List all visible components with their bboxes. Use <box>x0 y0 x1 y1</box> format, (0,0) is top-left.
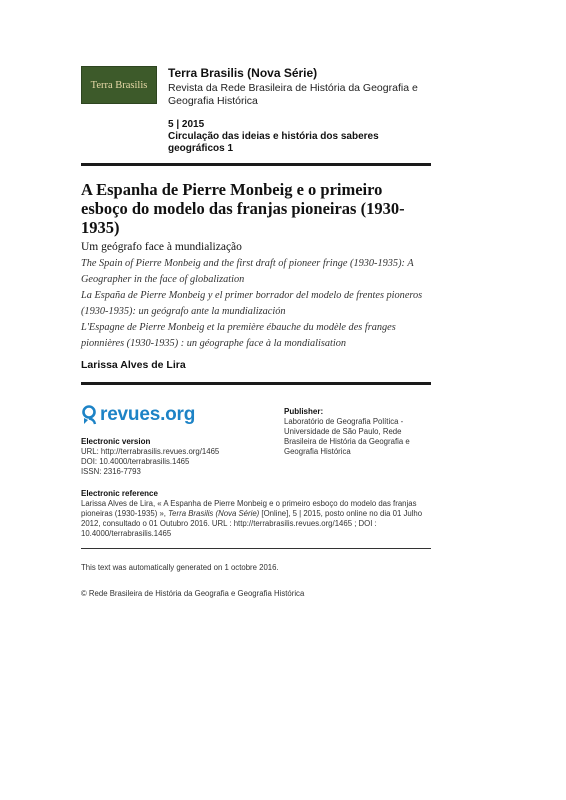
electronic-reference-label: Electronic reference <box>81 489 158 498</box>
publisher-label: Publisher: <box>284 407 324 416</box>
copyright: © Rede Brasileira de História da Geografia e Geografia Histórica <box>81 589 305 598</box>
electronic-version-issn: ISSN: 2316-7793 <box>81 467 141 476</box>
journal-logo-text: Terra Brasilis <box>90 79 148 91</box>
electronic-reference-text <box>81 499 431 539</box>
reference-part2: [Online], 5 | 2015, posto online no dia 01 Julho 2012, consultado o 01 Outubro 2016. URL : http://terrabrasilis.revues.org/1465 ; DOI : 10.4000/terrabrasilis.1465 <box>81 509 423 538</box>
journal-title: Terra Brasilis (Nova Série) <box>168 66 318 80</box>
publisher-text: Laboratório de Geografia Política - Universidade de São Paulo, Rede Brasileira de História da Geografia e Geografia Histórica <box>284 417 410 456</box>
journal-header <box>168 66 438 155</box>
author-name: Larissa Alves de Lira <box>81 359 186 371</box>
electronic-reference <box>81 489 431 539</box>
reference-part1: Larissa Alves de Lira, « A Espanha de Pierre Monbeig e o primeiro esboço do modelo das franjas pioneiras (1930-1935) », <box>81 499 417 518</box>
article-block <box>81 180 433 352</box>
issue-number: 5 | 2015 <box>168 119 205 130</box>
revues-logo[interactable] <box>81 404 195 426</box>
footer-divider <box>81 548 431 549</box>
alt-title-es: La España de Pierre Monbeig y el primer borrador del modelo de frentes pioneros (1930-1935): un geógrafo ante la mundialización <box>81 290 423 317</box>
author-divider <box>81 382 431 385</box>
electronic-version-label: Electronic version <box>81 437 151 446</box>
electronic-version <box>81 437 271 477</box>
article-subtitle: Um geógrafo face à mundialização <box>81 241 242 253</box>
revues-logo-text: revues.org <box>100 404 196 425</box>
revues-person-icon <box>81 405 97 425</box>
journal-subtitle: Revista da Rede Brasileira de História da Geografia e Geografia Histórica <box>168 82 418 107</box>
journal-logo <box>81 66 157 104</box>
electronic-version-doi[interactable]: DOI: 10.4000/terrabrasilis.1465 <box>81 457 190 466</box>
issue-title: Circulação das ideias e história dos saberes geográficos 1 <box>168 131 379 154</box>
header-divider <box>81 163 431 166</box>
generated-note: This text was automatically generated on 1 octobre 2016. <box>81 563 279 572</box>
article-title: A Espanha de Pierre Monbeig e o primeiro esboço do modelo das franjas pioneiras (1930-1935) <box>81 180 405 237</box>
alt-title-fr: L'Espagne de Pierre Monbeig et la première ébauche du modèle des franges pionnières (1930-1935) : un géographe face à la mondialisation <box>81 322 396 349</box>
reference-journal: Terra Brasilis (Nova Série) <box>168 509 260 518</box>
alt-title-en: The Spain of Pierre Monbeig and the first draft of pioneer fringe (1930-1935): A Geographer in the face of globalization <box>81 258 414 285</box>
publisher-block <box>284 407 434 457</box>
electronic-version-url[interactable]: URL: http://terrabrasilis.revues.org/1465 <box>81 447 220 456</box>
